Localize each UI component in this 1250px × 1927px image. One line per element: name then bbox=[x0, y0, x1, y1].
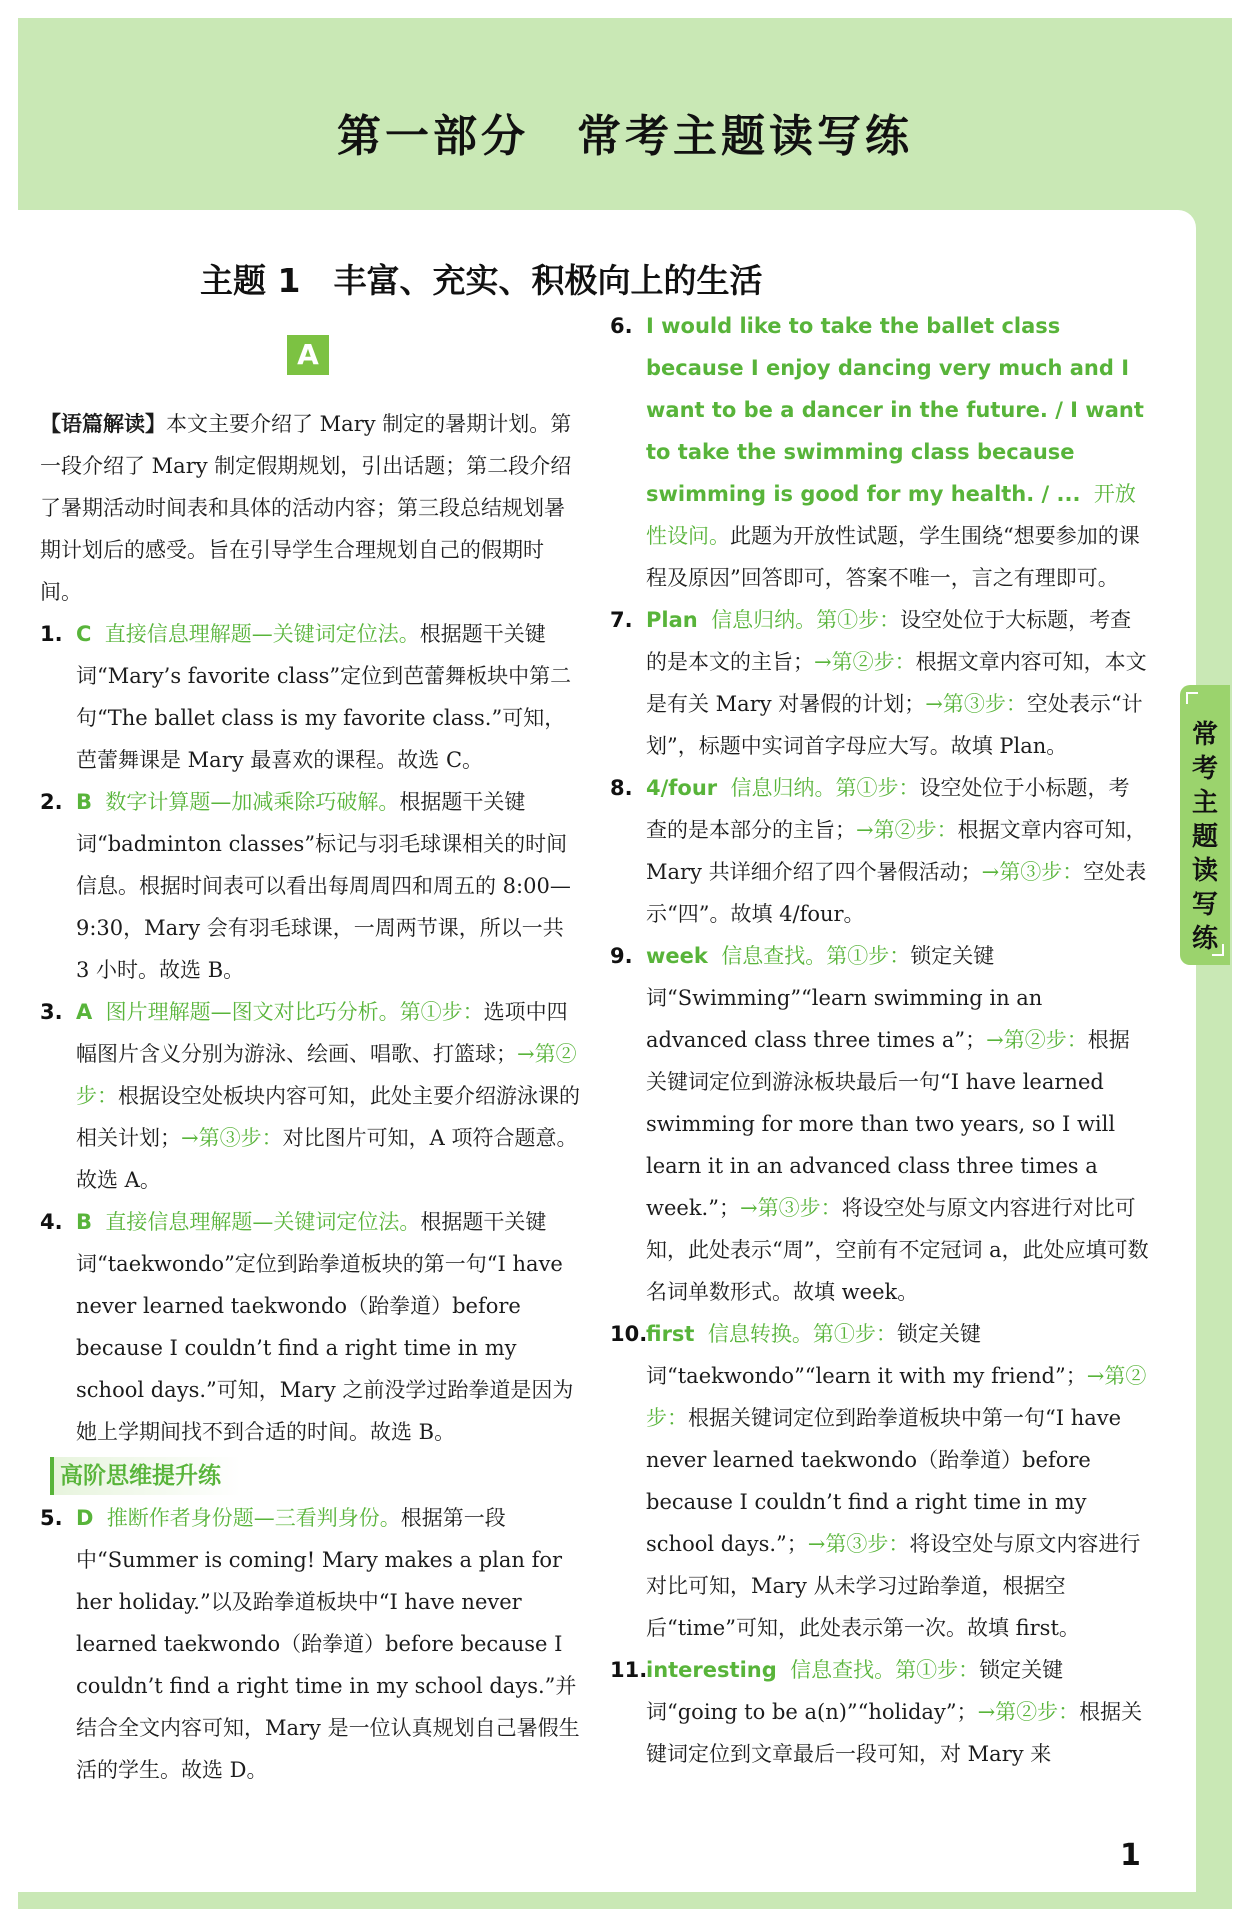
answer-item-7 bbox=[610, 599, 1150, 767]
step-text: 根据设空处板块内容可知，此处主要介绍游泳课的相关计划； bbox=[76, 1084, 580, 1150]
answer-item-1 bbox=[40, 613, 580, 781]
step-text: 锁定关键词“Swimming”“learn swimming in an advanced class three times a”； bbox=[646, 944, 1043, 1052]
right-column bbox=[610, 305, 1150, 1775]
item-answer: D bbox=[76, 1506, 94, 1530]
item-text: 根据题干关键词“taekwondo”定位到跆拳道板块的第一句“I have never learned taekwondo（跆拳道）before because I couldn’t find a right time in my school days.”可知，Mary 之前没学过跆拳道是因为她上学期间找不到合适的时间。故选 B。 bbox=[76, 1210, 574, 1444]
step-label: 第①步： bbox=[816, 608, 901, 632]
step-text: 根据文章内容可知，Mary 共详细介绍了四个暑假活动； bbox=[646, 818, 1147, 884]
answer-item-10 bbox=[610, 1313, 1150, 1649]
answer-item-4 bbox=[40, 1201, 580, 1453]
item-method: 信息查找。 bbox=[721, 944, 827, 968]
step-text: 空处表示“计划”，标题中实词首字母应大写。故填 Plan。 bbox=[646, 692, 1143, 758]
left-column bbox=[40, 403, 580, 1791]
item-method: 信息归纳。 bbox=[730, 776, 836, 800]
step-text: 将设空处与原文内容进行对比可知，Mary 从未学习过跆拳道，根据空后“time”可知，此处表示第一次。故填 first。 bbox=[646, 1532, 1141, 1640]
answer-item-6 bbox=[610, 305, 1150, 599]
item-method: 推断作者身份题—三看判身份。 bbox=[106, 1506, 401, 1530]
item-number: 7. bbox=[610, 608, 633, 632]
page-number: 1 bbox=[1120, 1838, 1141, 1873]
intro-tag: 【语篇解读】 bbox=[40, 412, 166, 436]
item-number: 9. bbox=[610, 944, 633, 968]
item-text: 根据第一段中“Summer is coming! Mary makes a plan for her holiday.”以及跆拳道板块中“I have never learned taekwondo（跆拳道）before because I couldn’t find a right time in my school days.”并结合全文内容可知，Mary 是一位认真规划自己暑假生活的学生。故选 D。 bbox=[76, 1506, 580, 1782]
item-method: 开放性设问。 bbox=[646, 482, 1136, 548]
step-label: →第③步： bbox=[739, 1196, 842, 1220]
item-method: 信息查找。 bbox=[790, 1658, 896, 1682]
item-number: 2. bbox=[40, 790, 63, 814]
step-text: 锁定关键词“going to be a(n)”“holiday”； bbox=[646, 1658, 1064, 1724]
step-text: 根据关键词定位到文章最后一段可知，对 Mary 来 bbox=[646, 1700, 1143, 1766]
step-text: 根据关键词定位到游泳板块最后一句“I have learned swimming for more than two years, so I will learn it in an advanced class three times a week.”； bbox=[646, 1028, 1130, 1220]
intro-paragraph bbox=[40, 403, 580, 613]
item-number: 8. bbox=[610, 776, 633, 800]
section-label: 高阶思维提升练 bbox=[50, 1457, 241, 1495]
item-method: 直接信息理解题—关键词定位法。 bbox=[104, 622, 420, 646]
item-answer: week bbox=[646, 944, 708, 968]
answer-item-3 bbox=[40, 991, 580, 1201]
answer-item-5 bbox=[40, 1497, 580, 1791]
item-answer: C bbox=[76, 622, 92, 646]
step-text: 设空处位于大标题，考查的是本文的主旨； bbox=[646, 608, 1132, 674]
item-number: 4. bbox=[40, 1210, 63, 1234]
item-answer: B bbox=[76, 1210, 93, 1234]
answer-item-11 bbox=[610, 1649, 1150, 1775]
step-label: →第②步： bbox=[646, 1364, 1147, 1430]
step-text: 设空处位于小标题，考查的是本部分的主旨； bbox=[646, 776, 1130, 842]
step-text: 选项中四幅图片含义分别为游泳、绘画、唱歌、打篮球； bbox=[76, 1000, 568, 1066]
item-method: 直接信息理解题—关键词定位法。 bbox=[105, 1210, 421, 1234]
corner-mark-icon bbox=[1186, 692, 1198, 704]
item-number: 11. bbox=[610, 1658, 648, 1682]
side-tab-label: 常考主题读写练 bbox=[1191, 720, 1218, 954]
step-label: →第③步： bbox=[807, 1532, 910, 1556]
item-text: 此题为开放性试题，学生围绕“想要参加的课程及原因”回答即可，答案不唯一，言之有理即可。 bbox=[646, 524, 1140, 590]
item-number: 6. bbox=[610, 314, 633, 338]
step-text: 对比图片可知，A 项符合题意。故选 A。 bbox=[76, 1126, 578, 1192]
item-answer: interesting bbox=[646, 1658, 777, 1682]
step-label: →第③步： bbox=[181, 1126, 283, 1150]
step-text: 根据文章内容可知，本文是有关 Mary 对暑假的计划； bbox=[646, 650, 1147, 716]
step-text: 锁定关键词“taekwondo”“learn it with my friend”； bbox=[646, 1322, 1087, 1388]
step-text: 空处表示“四”。故填 4/four。 bbox=[646, 860, 1147, 926]
item-number: 3. bbox=[40, 1000, 63, 1024]
step-text: 根据关键词定位到跆拳道板块中第一句“I have never learned taekwondo（跆拳道）before because I couldn’t find a right time in my school days.”； bbox=[646, 1406, 1122, 1556]
item-answer: A bbox=[76, 1000, 93, 1024]
item-answer: Plan bbox=[646, 608, 698, 632]
step-label: 第①步： bbox=[835, 776, 920, 800]
answer-item-8 bbox=[610, 767, 1150, 935]
topic-title: 主题 1 丰富、充实、积极向上的生活 bbox=[200, 261, 763, 300]
item-method: 信息归纳。 bbox=[711, 608, 817, 632]
item-text: 根据题干关键词“Mary’s favorite class”定位到芭蕾舞板块中第二句“The ballet class is my favorite class.”可知，芭蕾舞课是 Mary 最喜欢的课程。故选 C。 bbox=[76, 622, 572, 772]
step-label: →第②步： bbox=[814, 650, 916, 674]
step-label: →第②步： bbox=[986, 1028, 1088, 1052]
step-label: →第②步： bbox=[977, 1700, 1080, 1724]
answer-item-2 bbox=[40, 781, 580, 991]
step-label: 第①步： bbox=[812, 1322, 897, 1346]
item-text: 根据题干关键词“badminton classes”标记与羽毛球课相关的时间信息。根据时间表可以看出每周周四和周五的 8:00—9:30，Mary 会有羽毛球课，一周两节课，所以一共 3 小时。故选 B。 bbox=[76, 790, 571, 982]
item-answer: first bbox=[646, 1322, 695, 1346]
item-answer: I would like to take the ballet class because I enjoy dancing very much and I want to be a dancer in the future. / I want to take the swimming class because swimming is good for my health. / ... bbox=[646, 314, 1144, 506]
step-text: 将设空处与原文内容进行对比可知，此处表示“周”，空前有不定冠词 a，此处应填可数名词单数形式。故填 week。 bbox=[646, 1196, 1149, 1304]
item-method: 数字计算题—加减乘除巧破解。 bbox=[105, 790, 400, 814]
step-label: 第①步： bbox=[826, 944, 911, 968]
item-method: 图片理解题—图文对比巧分析。 bbox=[105, 1000, 400, 1024]
step-label: →第②步： bbox=[856, 818, 958, 842]
item-method: 信息转换。 bbox=[707, 1322, 813, 1346]
section-letter-badge: A bbox=[287, 335, 329, 375]
item-answer: B bbox=[76, 790, 93, 814]
step-label: →第③步： bbox=[925, 692, 1027, 716]
item-number: 1. bbox=[40, 622, 63, 646]
item-answer: 4/four bbox=[646, 776, 718, 800]
item-number: 10. bbox=[610, 1322, 648, 1346]
step-label: →第③步： bbox=[981, 860, 1084, 884]
part-title: 第一部分 常考主题读写练 bbox=[337, 111, 913, 162]
intro-text: 本文主要介绍了 Mary 制定的暑期计划。第一段介绍了 Mary 制定假期规划，引出话题；第二段介绍了暑期活动时间表和具体的活动内容；第三段总结规划暑期计划后的感受。旨在引导学生合理规划自己的假期时间。 bbox=[40, 412, 572, 604]
step-label: 第①步： bbox=[895, 1658, 980, 1682]
step-label: 第①步： bbox=[399, 1000, 484, 1024]
item-number: 5. bbox=[40, 1506, 63, 1530]
step-label: →第②步： bbox=[76, 1042, 577, 1108]
answer-item-9 bbox=[610, 935, 1150, 1313]
